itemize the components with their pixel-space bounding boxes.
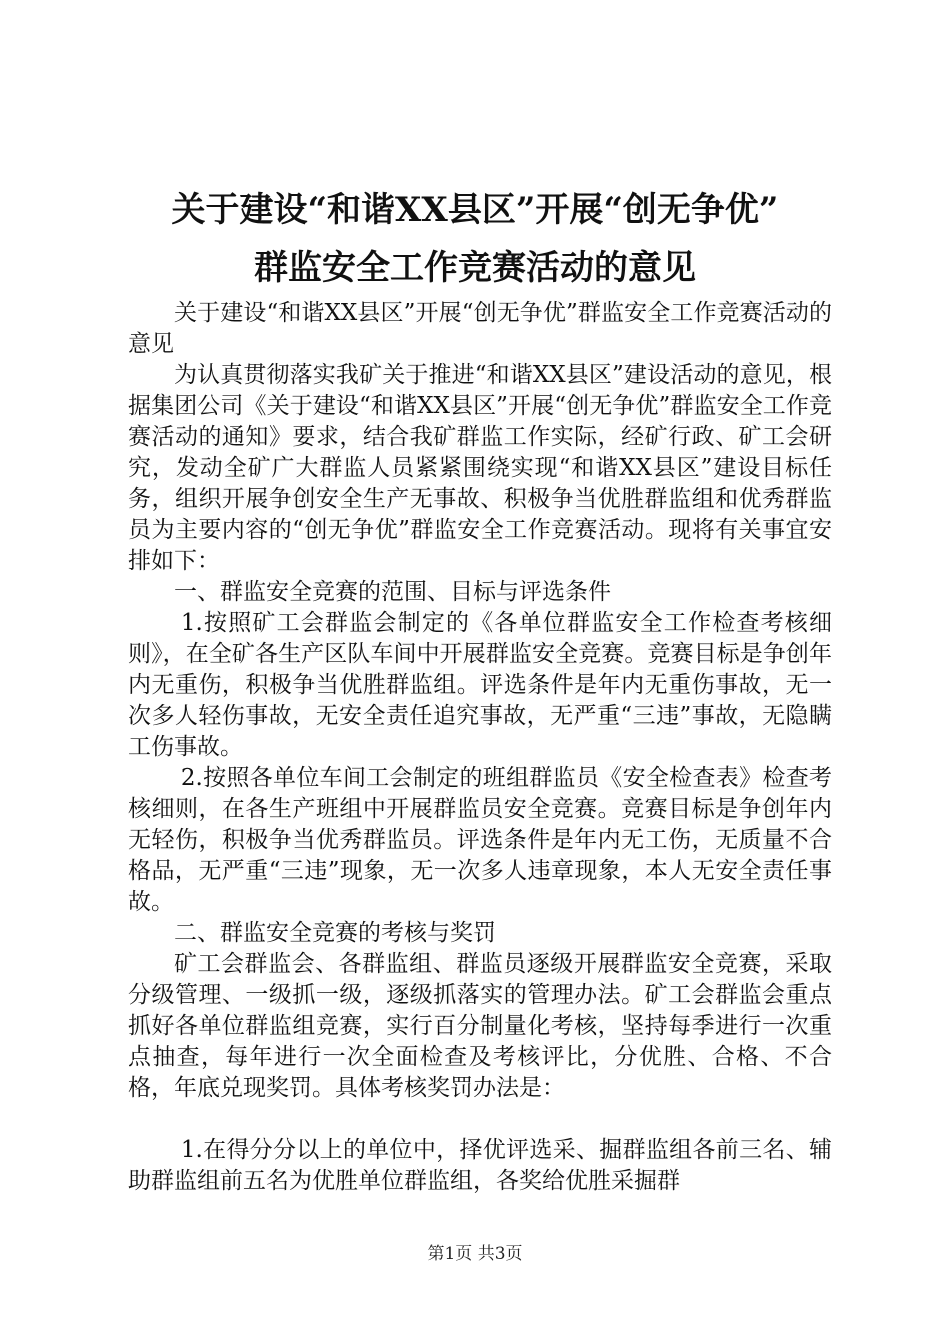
section-heading-2: 二、群监安全竞赛的考核与奖罚	[174, 920, 496, 946]
section-1-item-1: 1.按照矿工会群监会制定的《各单位群监安全工作检查考核细则》，在全矿各生产区队车间中开展群监安全竞赛。竞赛目标是争创年内无重伤，积极争当优胜群监组。评选条件是年内无重伤事故，无一次多人轻伤事故，无安全责任追究事故，无严重“三违”事故，无隐瞒工伤事故。	[128, 610, 832, 760]
document-body	[128, 298, 832, 1197]
section-2-paragraph: 矿工会群监会、各群监组、群监员逐级开展群监安全竞赛，采取分级管理、一级抓一级，逐级抓落实的管理办法。矿工会群监会重点抓好各单位群监组竞赛，实行百分制量化考核，坚持每季进行一次重点抽查，每年进行一次全面检查及考核评比，分优胜、合格、不合格，年底兑现奖罚。具体考核奖罚办法是：	[128, 951, 832, 1101]
section-1-item-2: 2.按照各单位车间工会制定的班组群监员《安全检查表》检查考核细则，在各生产班组中开展群监员安全竞赛。竞赛目标是争创年内无轻伤，积极争当优秀群监员。评选条件是年内无工伤，无质量不合格品，无严重“三违”现象，无一次多人违章现象，本人无安全责任事故。	[128, 765, 832, 915]
page-number-footer: 第1页 共3页	[427, 1244, 523, 1264]
section-2-item-1: 1.在得分分以上的单位中，择优评选采、掘群监组各前三名、辅助群监组前五名为优胜单位群监组，各奖给优胜采掘群	[128, 1137, 832, 1194]
document-title-line-1: 关于建设“和谐XX县区”开展“创无争优”	[171, 190, 779, 230]
document-title-line-2: 群监安全工作竞赛活动的意见	[254, 248, 696, 288]
section-heading-1: 一、群监安全竞赛的范围、目标与评选条件	[174, 579, 611, 605]
purpose-paragraph: 为认真贯彻落实我矿关于推进“和谐XX县区”建设活动的意见，根据集团公司《关于建设“和谐XX县区”开展“创无争优”群监安全工作竞赛活动的通知》要求，结合我矿群监工作实际，经矿行政、矿工会研究，发动全矿广大群监人员紧紧围绕实现“和谐XX县区”建设目标任务，组织开展争创安全生产无事故、积极争当优胜群监组和优秀群监员为主要内容的“创无争优”群监安全工作竞赛活动。现将有关事宜安排如下：	[128, 362, 832, 574]
intro-paragraph: 关于建设“和谐XX县区”开展“创无争优”群监安全工作竞赛活动的意见	[128, 300, 832, 357]
